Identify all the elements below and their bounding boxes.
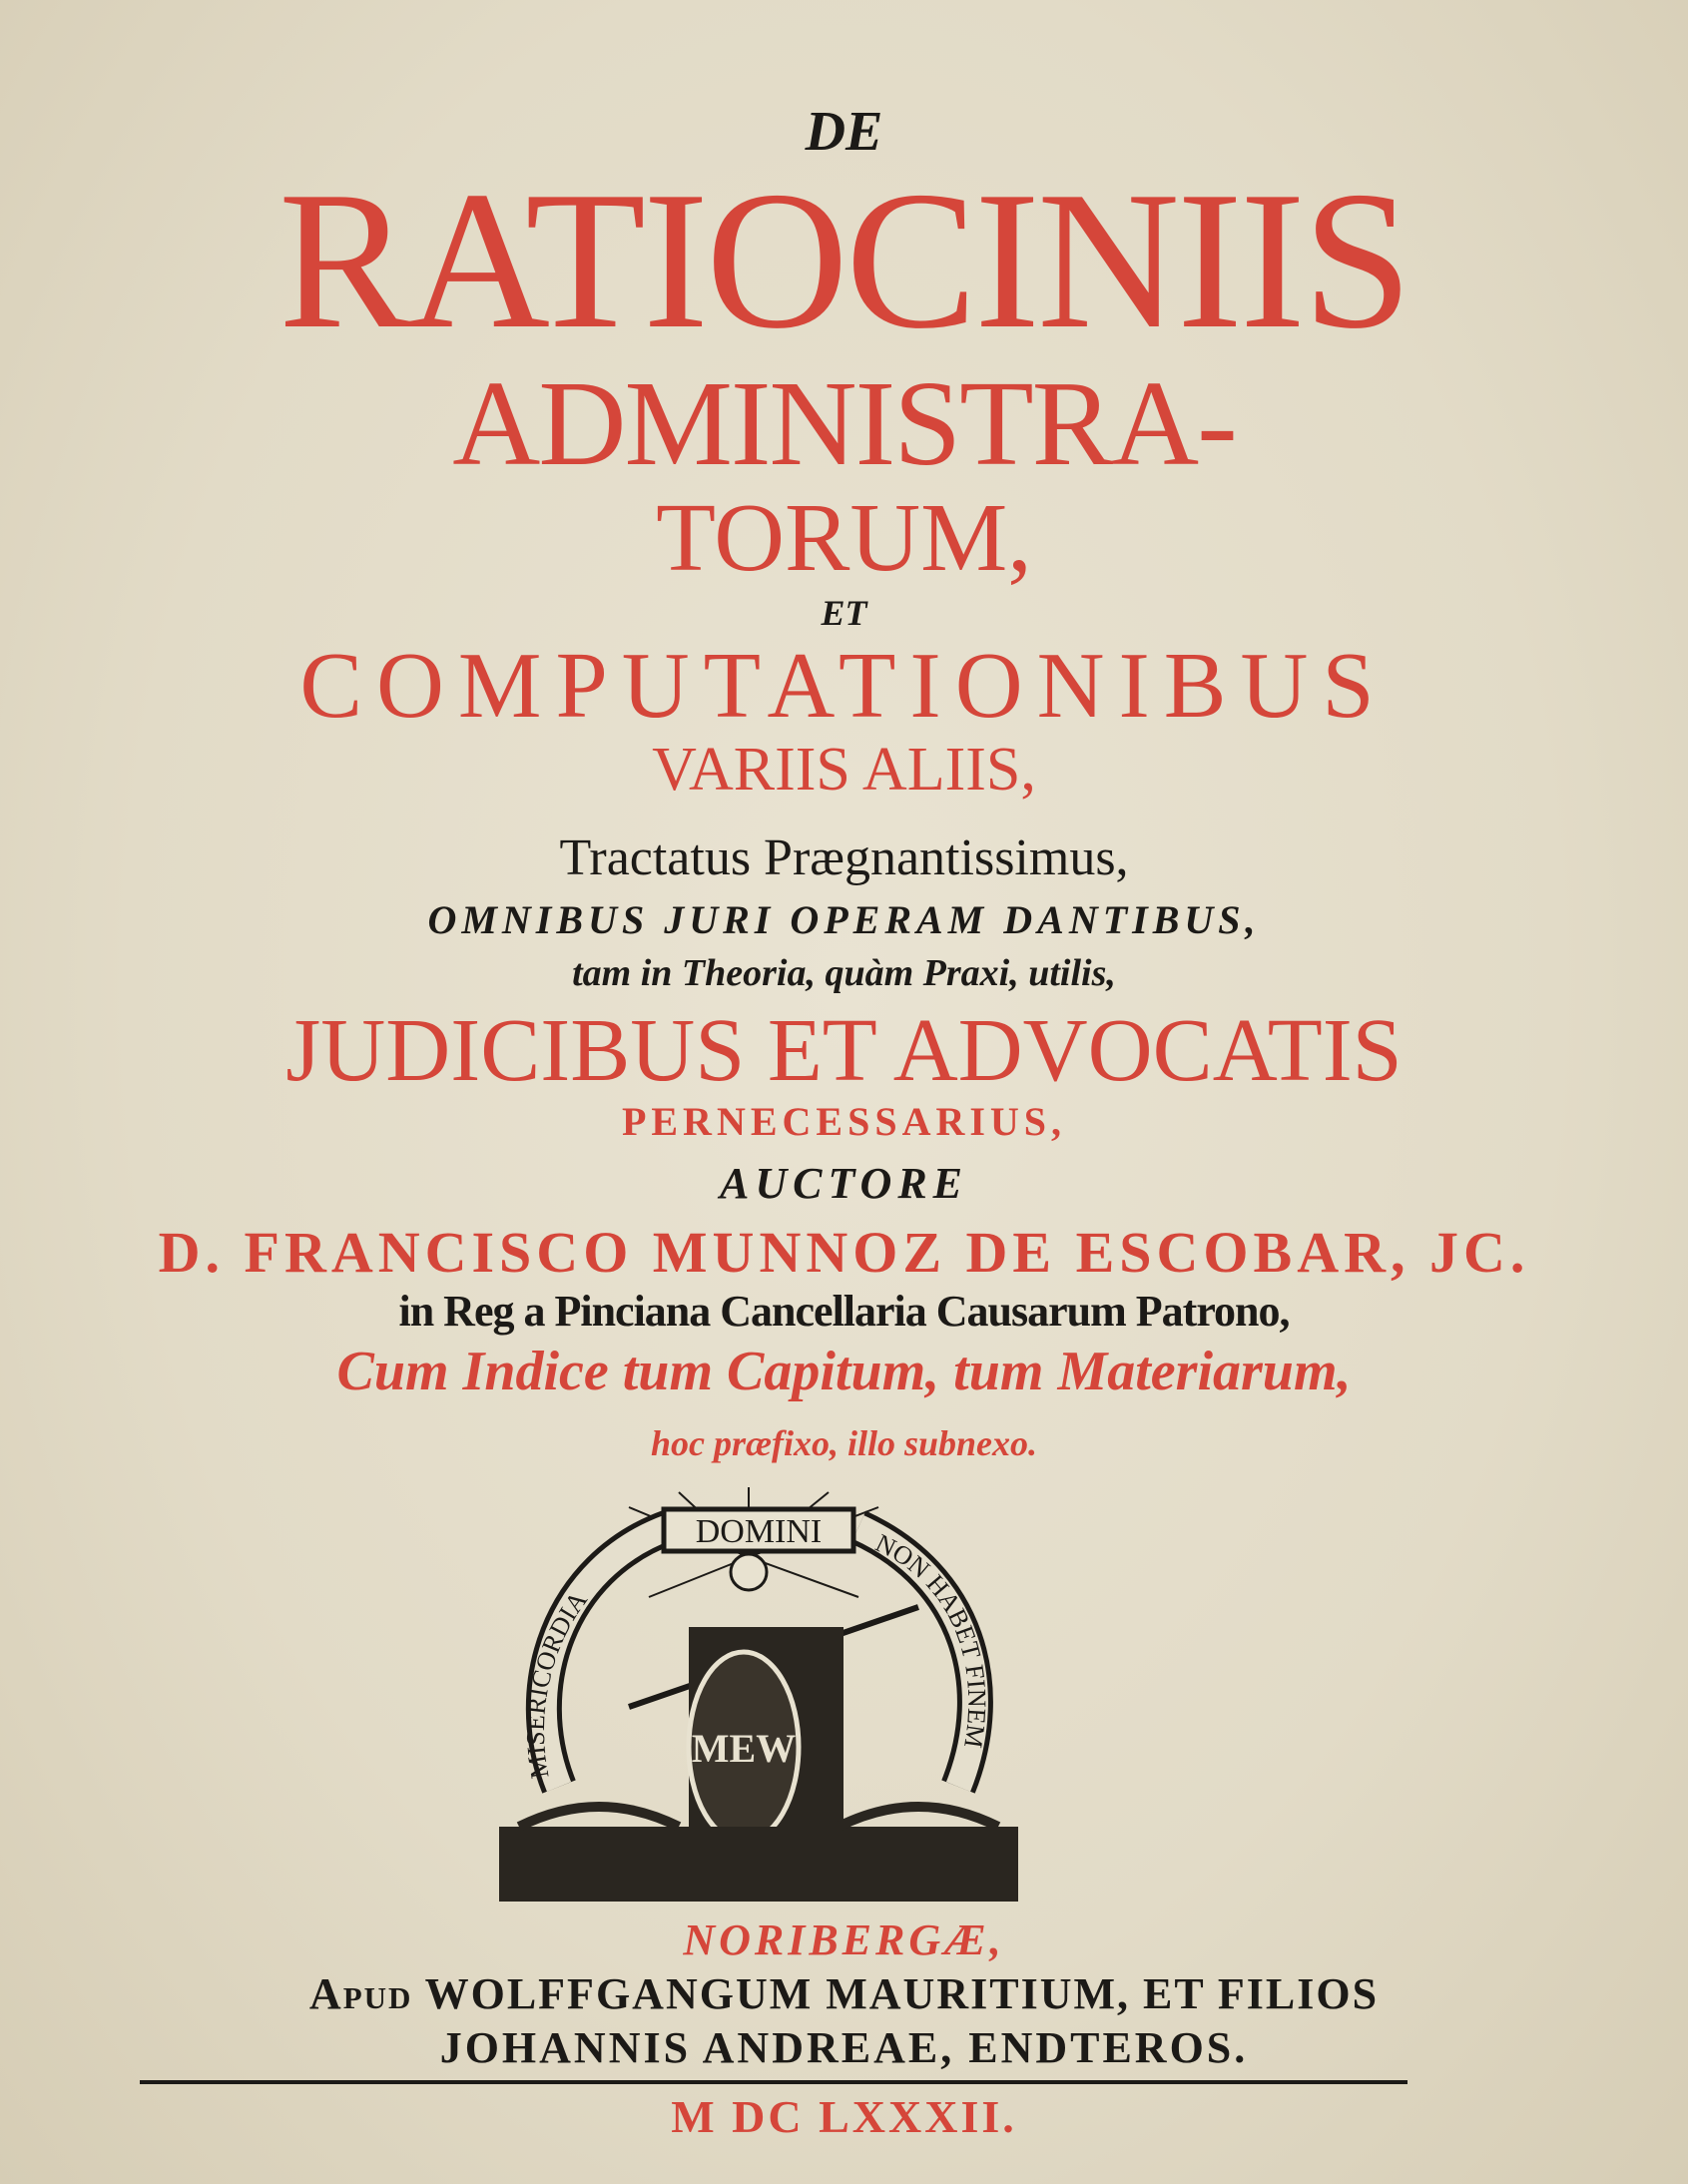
title-ratiociniis: RATIOCINIIS xyxy=(279,151,1409,369)
usefulness-line: tam in Theoria, quàm Praxi, utilis, xyxy=(572,952,1116,994)
subtitle: Tractatus Prægnantissimus, xyxy=(559,829,1129,886)
audience-line: OMNIBUS JURI OPERAM DANTIBUS, xyxy=(427,897,1261,942)
ground-base xyxy=(499,1827,1018,1902)
author-role: in Reg a Pinciana Cancellaria Causarum Patrono, xyxy=(398,1287,1290,1336)
title-administra: ADMINISTRA- xyxy=(452,356,1236,491)
imprint-year: M DC LXXXII. xyxy=(671,2091,1017,2142)
sun-face-icon xyxy=(731,1554,767,1590)
index-note: Cum Indice tum Capitum, tum Materiarum, xyxy=(336,1341,1352,1402)
imprint-publisher-2: JOHANNIS ANDREAE, ENDTEROS. xyxy=(439,2023,1249,2072)
index-note-2: hoc præfixo, illo subnexo. xyxy=(650,1423,1038,1463)
banner-top-text: DOMINI xyxy=(695,1513,823,1550)
monogram-text: MEW xyxy=(691,1726,797,1771)
title-variis-aliis: VARIIS ALIIS, xyxy=(652,736,1036,804)
judges-line: JUDICIBUS ET ADVOCATIS xyxy=(285,1001,1403,1100)
imprint-publisher-1: Apud WOLFFGANGUM MAURITIUM, ET FILIOS xyxy=(308,1969,1380,2018)
title-torum: TORUM, xyxy=(656,484,1032,592)
pernecessarius-line: PERNECESSARIUS, xyxy=(621,1099,1067,1144)
title-de: DE xyxy=(805,101,883,163)
auctore-line: AUCTORE xyxy=(719,1159,969,1208)
imprint-place: NORIBERGÆ, xyxy=(683,1915,1005,1964)
author-name: D. FRANCISCO MUNNOZ DE ESCOBAR, JC. xyxy=(158,1220,1530,1285)
banner-right-text: NON HABET FINEM xyxy=(870,1528,992,1750)
svg-text:NON HABET FINEM xyxy=(871,1528,992,1750)
printers-device-woodcut xyxy=(499,1487,1018,1902)
horizontal-rule xyxy=(140,2080,1407,2084)
banner-left-text: MISERICORDIA xyxy=(520,1585,594,1781)
title-computationibus: COMPUTATIONIBUS xyxy=(299,634,1389,738)
title-et: ET xyxy=(821,593,867,633)
